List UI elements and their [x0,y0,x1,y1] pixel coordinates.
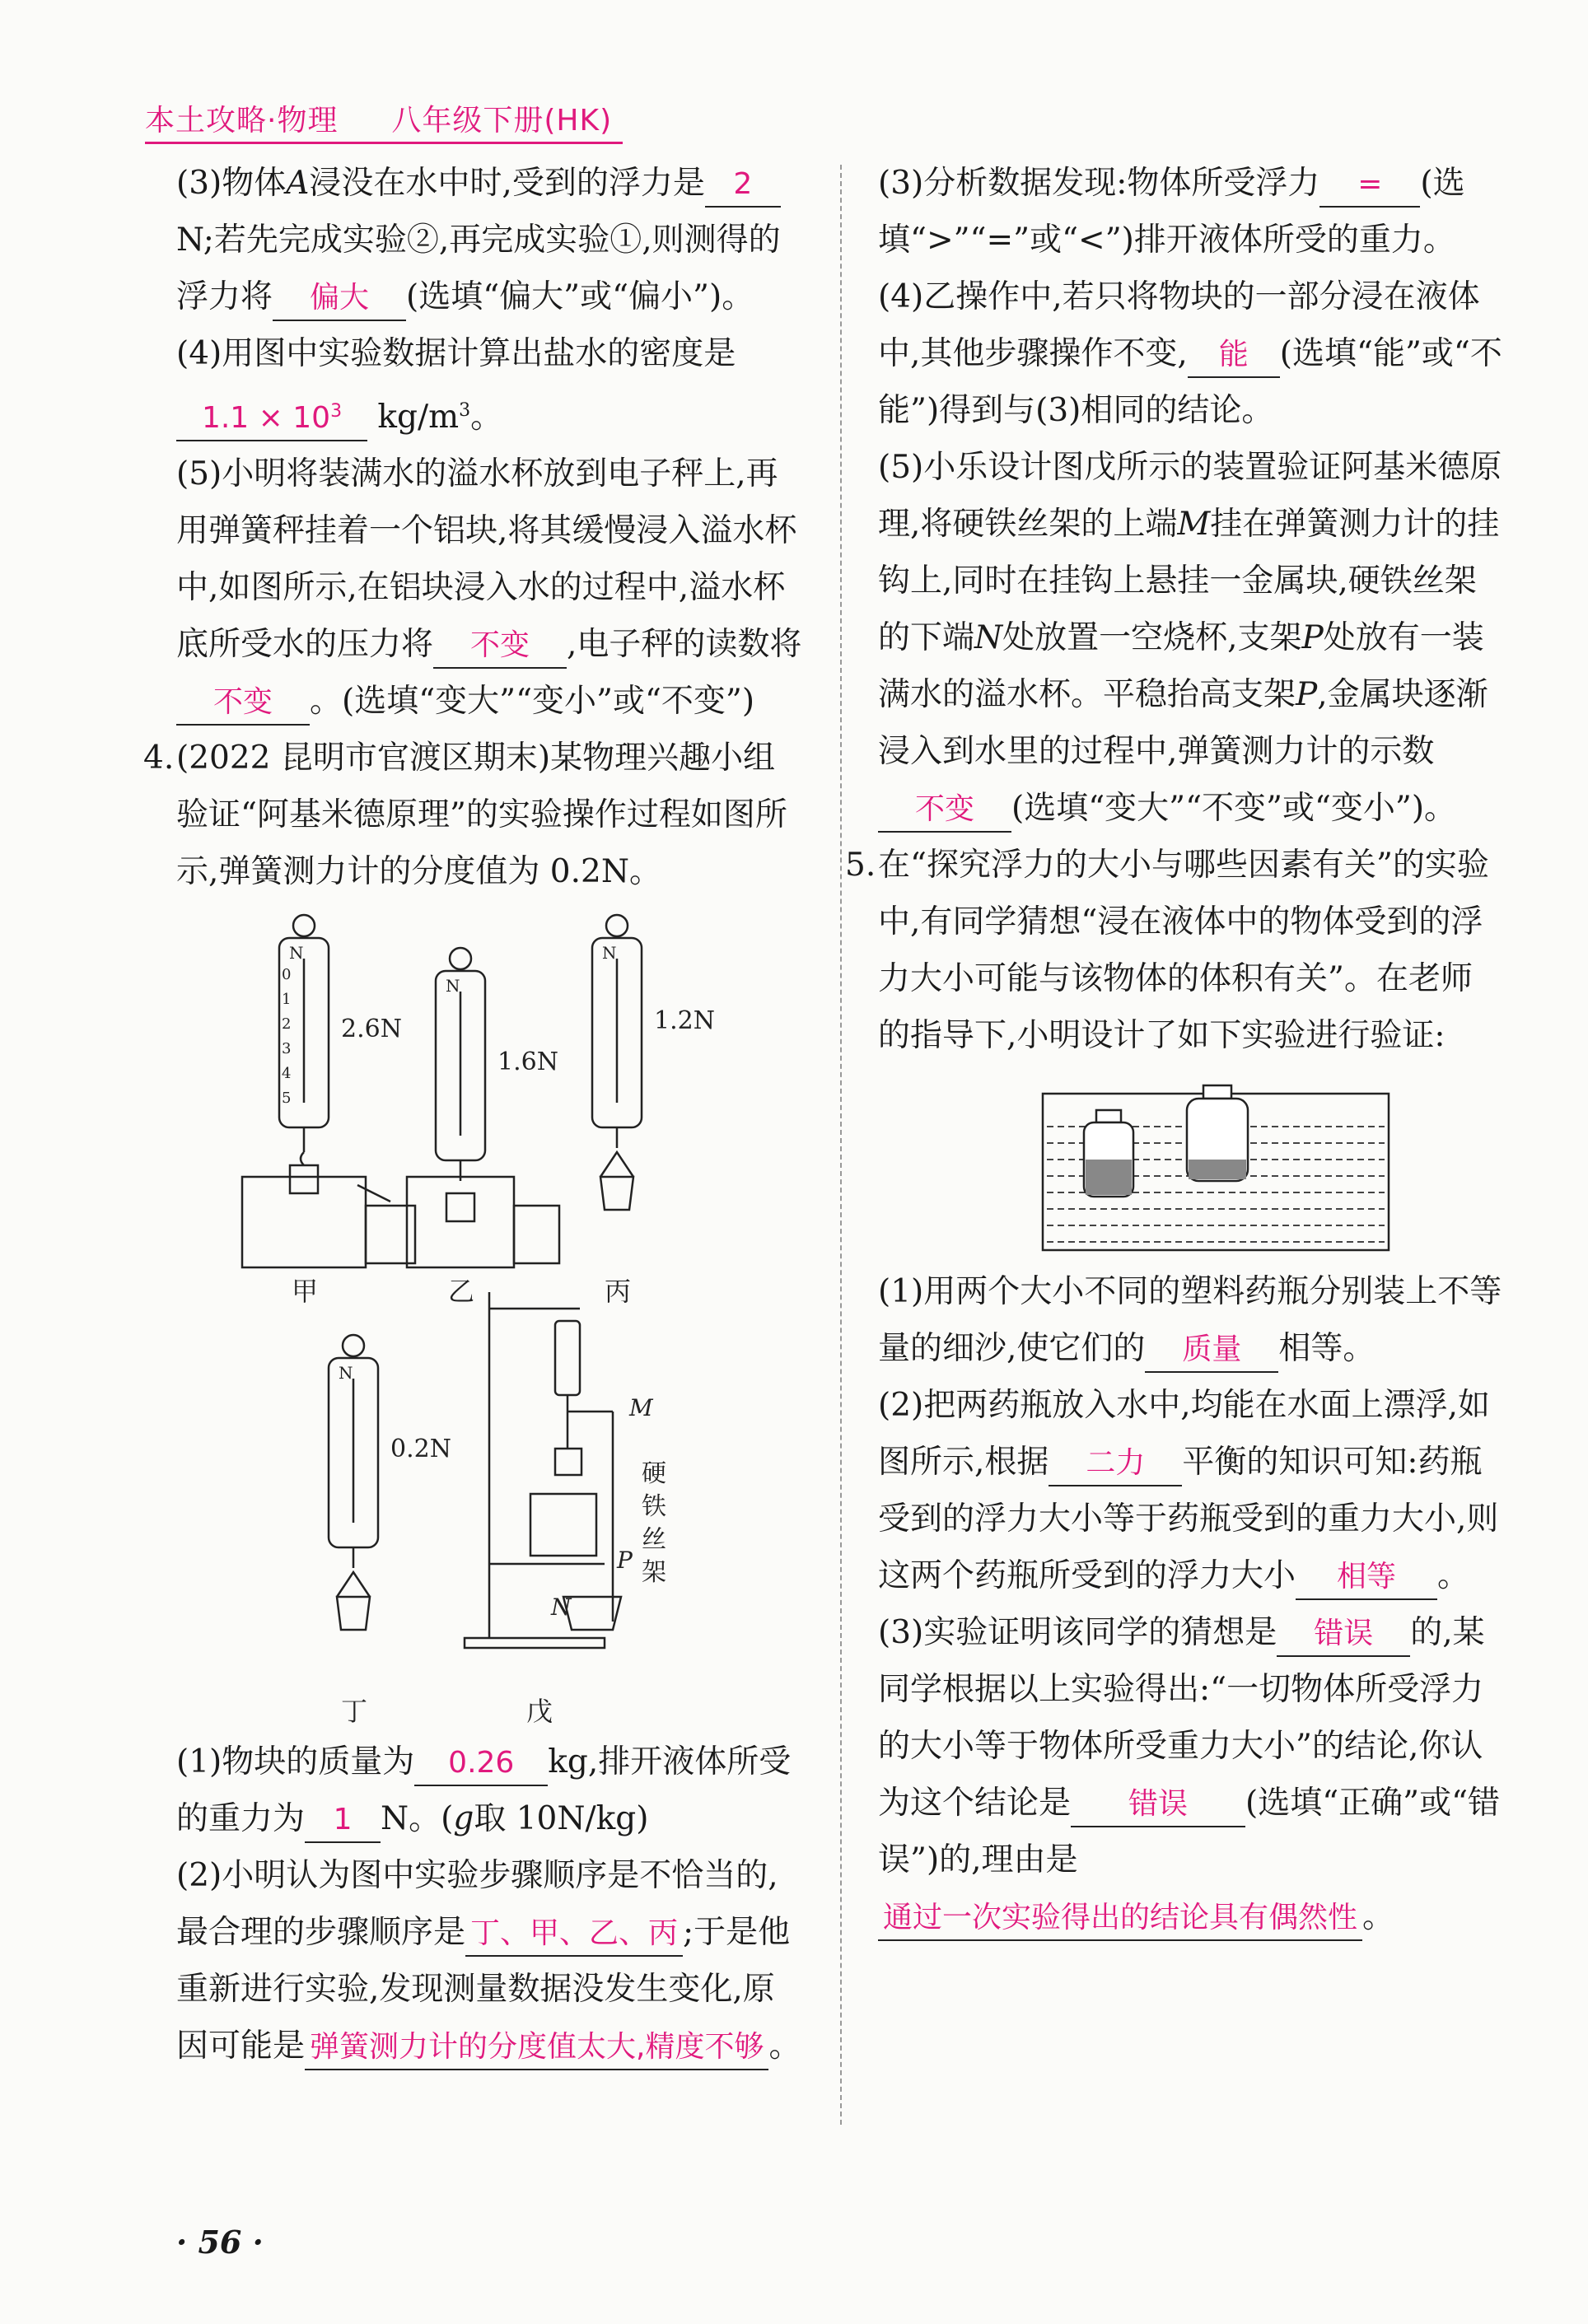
frame-label [642,1459,666,1587]
scale-numbers [289,943,617,1383]
text: 取 10N/kg) [474,1800,649,1837]
answer-blank[interactable]: 能 [1188,334,1280,378]
text: 。 [470,399,503,436]
text: 处放置一空烧杯,支架 [1002,619,1302,656]
scale-readings [341,1006,715,1463]
text: ,金属块逐渐浸入到水里的过程中,弹簧测力计的示数 [878,676,1488,770]
text: 。 [768,2028,801,2065]
scale-jia [242,915,415,1267]
answer-blank[interactable]: 不变 [878,788,1011,833]
text: (2)小明认为图中实验步骤顺序是不恰当的,最合理的步骤顺序是 [176,1857,778,1951]
answer-blank[interactable]: 偏大 [273,277,406,321]
scale-bing [592,915,642,1210]
page-header [145,97,612,139]
tick: 5 [282,1090,292,1107]
tick: 3 [282,1040,292,1057]
frame-char: 架 [642,1558,666,1587]
q4-part3 [878,155,1504,268]
q4-part2 [176,1847,802,2074]
caption: 戊 [526,1696,553,1727]
tick: 2 [282,1015,292,1033]
text: (5)小乐设计图戊所示的装置验证阿基米德原理,将硬铁丝架的上端 [878,449,1502,543]
reading: 0.2N [390,1435,451,1463]
text: 相等。 [1278,1330,1375,1367]
reading: 2.6N [341,1015,402,1043]
text: (选填“变大”“不变”或“变小”)。 [1011,790,1457,827]
answer-blank[interactable]: 弹簧测力计的分度值太大,精度不够 [305,2026,768,2070]
column-divider [840,165,842,2125]
question-4 [143,730,802,900]
text: M [1177,506,1211,543]
text: g [453,1800,474,1837]
answer-blank[interactable]: 质量 [1145,1328,1278,1373]
bottles [1084,1085,1248,1197]
text: ;于是他重新进行实验,发现测量数据没发生变化,原因可能是 [176,1914,791,2065]
text: 浸没在水中时,受到的浮力是 [309,165,705,202]
answer-blank[interactable]: 1 [305,1799,381,1843]
q4-part1 [176,1734,802,1847]
caption: 甲 [292,1276,319,1307]
text: (3)分析数据发现:物体所受浮力 [878,165,1320,202]
text: 3 [459,400,471,421]
text: 处放有一装满水的溢水杯。平稳抬高支架 [878,619,1484,713]
text: N。( [381,1800,454,1837]
q3-part5 [176,446,802,730]
frame-char: 铁 [642,1492,666,1521]
caption: 丁 [341,1696,368,1727]
text: (1)物块的质量为 [176,1743,415,1780]
text: (选填“能”或“不能”)得到与(3)相同的结论。 [878,335,1502,429]
answer-blank[interactable]: 2 [705,163,781,208]
left-column [143,155,802,2074]
text: (2022 昆明市官渡区期末)某物理兴趣小组验证“阿基米德原理”的实验操作过程如图所示,弹簧测力计的分度值为 0.2N。 [176,740,787,890]
answer-blank[interactable]: 相等 [1296,1556,1437,1600]
text: ,电子秤的读数将 [567,626,802,663]
text: (3)物体 [176,165,287,202]
answer-blank[interactable]: 0.26 [414,1742,548,1786]
scale-ding [329,1335,378,1630]
scale-label: N [339,1363,353,1383]
answer-blank[interactable] [176,390,367,441]
scale-yi [407,948,559,1267]
text: 在“探究浮力的大小与哪些因素有关”的实验中,有同学猜想“浸在液体中的物体受到的浮力大小可能与该物体的体积有关”。在老师的指导下,小明设计了如下实验进行验证: [878,847,1489,1054]
tick: 1 [282,991,292,1008]
text: (选填“偏大”或“偏小”)。 [406,278,754,315]
q4-part5 [878,439,1504,837]
question-5 [845,837,1504,1064]
text: (1)用两个大小不同的塑料药瓶分别装上不等量的细沙,使它们的 [878,1273,1502,1367]
q3-part3 [176,155,802,325]
answer-blank[interactable]: 不变 [176,681,310,726]
spring-scale-figure [176,905,802,1729]
text: (选填“正确”或“错误”)的,理由是 [878,1785,1501,1878]
text: N;若先完成实验②,再完成实验①,则测得的浮力将 [176,222,781,315]
reading: 1.6N [497,1048,558,1076]
question-number: 5. [845,847,876,884]
text: 3 [330,401,343,422]
answer-blank[interactable]: 不变 [433,624,567,669]
floating-bottles-figure [878,1069,1504,1258]
q3-part4 [176,325,802,446]
text: 。 [1437,1557,1470,1594]
text: 平衡的知识可知:药瓶受到的浮力大小等于药瓶受到的重力大小,则这两个药瓶所受到的浮力大小 [878,1444,1499,1594]
text: (选填“>”“=”或“<”)排开液体所受的重力。 [878,165,1465,259]
question-number: 4. [143,740,175,777]
text: 的,某同学根据以上实验得出:“一切物体所受浮力的大小等于物体所受重力大小”的结论,你认为这个结论是 [878,1614,1485,1822]
q5-part2 [878,1377,1504,1604]
text: 1.1 × 10 [201,401,331,435]
frame-char: 硬 [642,1459,666,1488]
text: (2)把两药瓶放入水中,均能在水面上漂浮,如图所示,根据 [878,1387,1491,1481]
caption: 乙 [448,1276,475,1307]
scale-label: N [602,943,617,963]
text: kg,排开液体所受的重力为 [176,1743,792,1837]
caption: 丙 [605,1276,632,1307]
scale-label: N [289,943,304,963]
grade-label: 八年级下册(HK) [391,104,613,138]
tick: 0 [282,966,292,983]
text: 。(选填“变大”“变小”或“不变”) [310,683,755,720]
q5-part1 [878,1263,1504,1377]
text: 挂在弹簧测力计的挂钩上,同时在挂钩上悬挂一金属块,硬铁丝架的下端 [878,506,1500,656]
text: 。 [1362,1898,1395,1935]
text: (5)小明将装满水的溢水杯放到电子秤上,再用弹簧秤挂着一个铝块,将其缓慢浸入溢水杯中,如图所示,在铝块浸入水的过程中,溢水杯底所受水的压力将 [176,455,797,663]
answer-blank[interactable]: = [1319,163,1420,208]
answer-blank[interactable]: 通过一次实验得出的结论具有偶然性 [878,1897,1362,1941]
label-m: M [629,1394,653,1421]
text: P [1296,676,1318,713]
book-title: 本土攻略·物理 [145,104,339,138]
scale-label: N [446,976,460,996]
text: A [286,165,310,202]
text: kg/m [377,399,460,436]
frame-char: 丝 [642,1525,666,1554]
answer-blank[interactable]: 丁、甲、乙、丙 [465,1912,683,1957]
q4-part4 [878,268,1504,439]
text: (4)用图中实验数据计算出盐水的密度是 [176,335,736,372]
text: P [1301,619,1324,656]
text: (3)实验证明该同学的猜想是 [878,1614,1277,1651]
label-p: P [617,1547,633,1574]
scale-tick-numbers [282,966,291,1107]
text: (4)乙操作中,若只将物块的一部分浸在液体中,其他步骤操作不变, [878,278,1480,372]
q5-part3 [878,1604,1504,1945]
tick: 4 [282,1065,292,1082]
answer-blank[interactable]: 错误 [1071,1783,1245,1827]
page-number: · 56 · [176,2224,264,2261]
text: N [974,619,1003,656]
stand-labels [550,1394,654,1621]
answer-blank[interactable]: 错误 [1277,1612,1410,1657]
label-n: N [551,1594,572,1621]
header-rule [145,142,623,144]
reading: 1.2N [654,1006,715,1035]
answer-blank[interactable]: 二力 [1049,1442,1182,1486]
right-column [845,155,1504,1945]
stand-wu [465,1292,621,1648]
